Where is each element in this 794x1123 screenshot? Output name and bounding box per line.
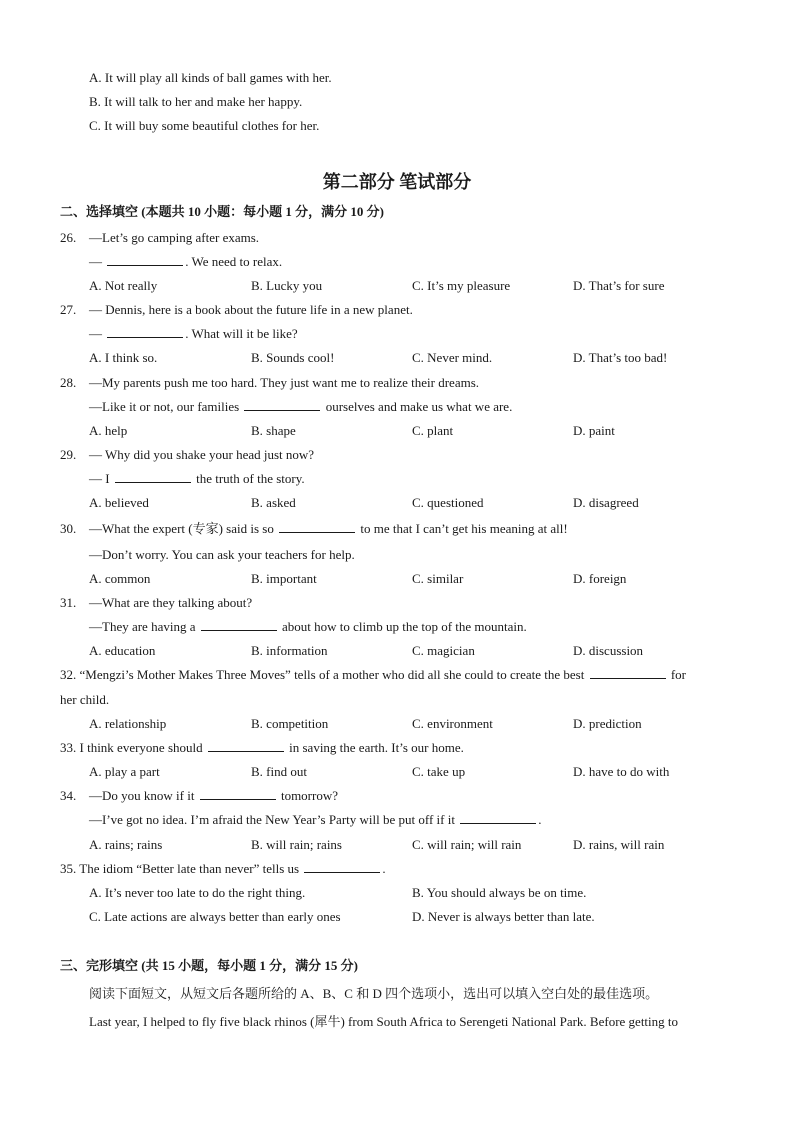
question-34-option-c[interactable]: C. will rain; will rain [412,837,522,852]
question-28-number: 28. [60,375,77,390]
question-31-option-d[interactable]: D. discussion [573,643,644,658]
question-28-line1: —My parents push me too hard. They just want me to realize their dreams. [89,375,480,390]
question-31-option-c[interactable]: C. magician [412,643,475,658]
question-34-line2: —I’ve got no idea. I’m afraid the New Year’s Party will be put off if it . [89,812,542,827]
question-26-line2: — . We need to relax. [89,254,283,269]
question-29-line1: — Why did you shake your head just now? [89,447,315,462]
question-26-number: 26. [60,230,77,245]
question-32-text-cont: her child. [60,692,110,707]
question-32-option-a[interactable]: A. relationship [89,716,167,731]
answer-blank[interactable] [279,521,355,533]
answer-blank[interactable] [590,667,666,679]
question-35-text: 35. The idiom “Better late than never” tells us . [60,861,386,876]
section-3-heading: 三、完形填空 (共 15 小题，每小题 1 分，满分 15 分) [60,958,358,973]
question-26-option-d[interactable]: D. That’s for sure [573,278,665,293]
question-34-line1: —Do you know if it tomorrow? [89,788,338,803]
answer-blank[interactable] [304,861,380,873]
question-31-line2: —They are having a about how to climb up the top of the mountain. [89,619,527,634]
question-30-option-b[interactable]: B. important [251,571,317,586]
question-29-option-c[interactable]: C. questioned [412,495,484,510]
question-28-option-d[interactable]: D. paint [573,423,615,438]
question-32-text: 32. “Mengzi’s Mother Makes Three Moves” tells of a mother who did all she could to create the best for [60,667,686,682]
question-33-text: 33. I think everyone should in saving the earth. It’s our home. [60,740,464,755]
question-27-option-c[interactable]: C. Never mind. [412,350,493,365]
question-31-number: 31. [60,595,77,610]
prev-option-b: B. It will talk to her and make her happy. [89,94,303,109]
question-28-option-b[interactable]: B. shape [251,423,296,438]
prev-option-c: C. It will buy some beautiful clothes for her. [89,118,320,133]
section-3-instruction: 阅读下面短文，从短文后各题所给的 A、B、C 和 D 四个选项小，选出可以填入空白处的最佳选项。 [89,986,659,1001]
question-33-option-b[interactable]: B. find out [251,764,307,779]
answer-blank[interactable] [201,619,277,631]
question-28-line2: —Like it or not, our families ourselves and make us what we are. [89,399,513,414]
question-27-line1: — Dennis, here is a book about the future life in a new planet. [89,302,413,317]
question-29-option-a[interactable]: A. believed [89,495,149,510]
passage-first-line: Last year, I helped to fly five black rhinos (犀牛) from South Africa to Serengeti National Park. Before getting to [89,1014,679,1029]
question-30-option-d[interactable]: D. foreign [573,571,627,586]
answer-blank[interactable] [460,812,536,824]
answer-blank[interactable] [107,254,183,266]
question-30-option-a[interactable]: A. common [89,571,151,586]
question-27-line2: — . What will it be like? [89,326,298,341]
answer-blank[interactable] [115,471,191,483]
question-33-option-d[interactable]: D. have to do with [573,764,670,779]
question-27-option-a[interactable]: A. I think so. [89,350,158,365]
question-27-number: 27. [60,302,77,317]
question-32-option-b[interactable]: B. competition [251,716,329,731]
question-33-option-a[interactable]: A. play a part [89,764,160,779]
question-30-number: 30. [60,521,77,536]
question-30-line2: —Don’t worry. You can ask your teachers for help. [89,547,355,562]
question-29-option-b[interactable]: B. asked [251,495,296,510]
section-2-heading: 二、选择填空 (本题共 10 小题：每小题 1 分，满分 10 分) [60,204,384,219]
question-31-line1: —What are they talking about? [89,595,253,610]
question-27-option-d[interactable]: D. That’s too bad! [573,350,668,365]
question-29-number: 29. [60,447,77,462]
question-35-option-b[interactable]: B. You should always be on time. [412,885,587,900]
question-30-option-c[interactable]: C. similar [412,571,464,586]
question-34-option-a[interactable]: A. rains; rains [89,837,163,852]
question-27-option-b[interactable]: B. Sounds cool! [251,350,335,365]
question-33-option-c[interactable]: C. take up [412,764,466,779]
question-34-option-d[interactable]: D. rains, will rain [573,837,665,852]
answer-blank[interactable] [244,399,320,411]
question-32-option-d[interactable]: D. prediction [573,716,642,731]
question-35-option-d[interactable]: D. Never is always better than late. [412,909,595,924]
question-31-option-b[interactable]: B. information [251,643,328,658]
part-title: 第二部分 笔试部分 [322,172,472,192]
question-28-option-a[interactable]: A. help [89,423,128,438]
prev-option-a: A. It will play all kinds of ball games with her. [89,70,332,85]
question-35-option-c[interactable]: C. Late actions are always better than early ones [89,909,341,924]
question-26-option-a[interactable]: A. Not really [89,278,158,293]
question-29-option-d[interactable]: D. disagreed [573,495,639,510]
question-35-option-a[interactable]: A. It’s never too late to do the right thing. [89,885,306,900]
answer-blank[interactable] [208,740,284,752]
question-26-option-b[interactable]: B. Lucky you [251,278,323,293]
question-30-line1: —What the expert (专家) said is so to me that I can’t get his meaning at all! [89,521,568,536]
question-32-option-c[interactable]: C. environment [412,716,493,731]
question-31-option-a[interactable]: A. education [89,643,156,658]
question-28-option-c[interactable]: C. plant [412,423,454,438]
question-26-option-c[interactable]: C. It’s my pleasure [412,278,511,293]
question-34-number: 34. [60,788,77,803]
question-26-line1: —Let’s go camping after exams. [89,230,260,245]
answer-blank[interactable] [107,326,183,338]
question-34-option-b[interactable]: B. will rain; rains [251,837,342,852]
question-29-line2: — I the truth of the story. [89,471,305,486]
answer-blank[interactable] [200,788,276,800]
